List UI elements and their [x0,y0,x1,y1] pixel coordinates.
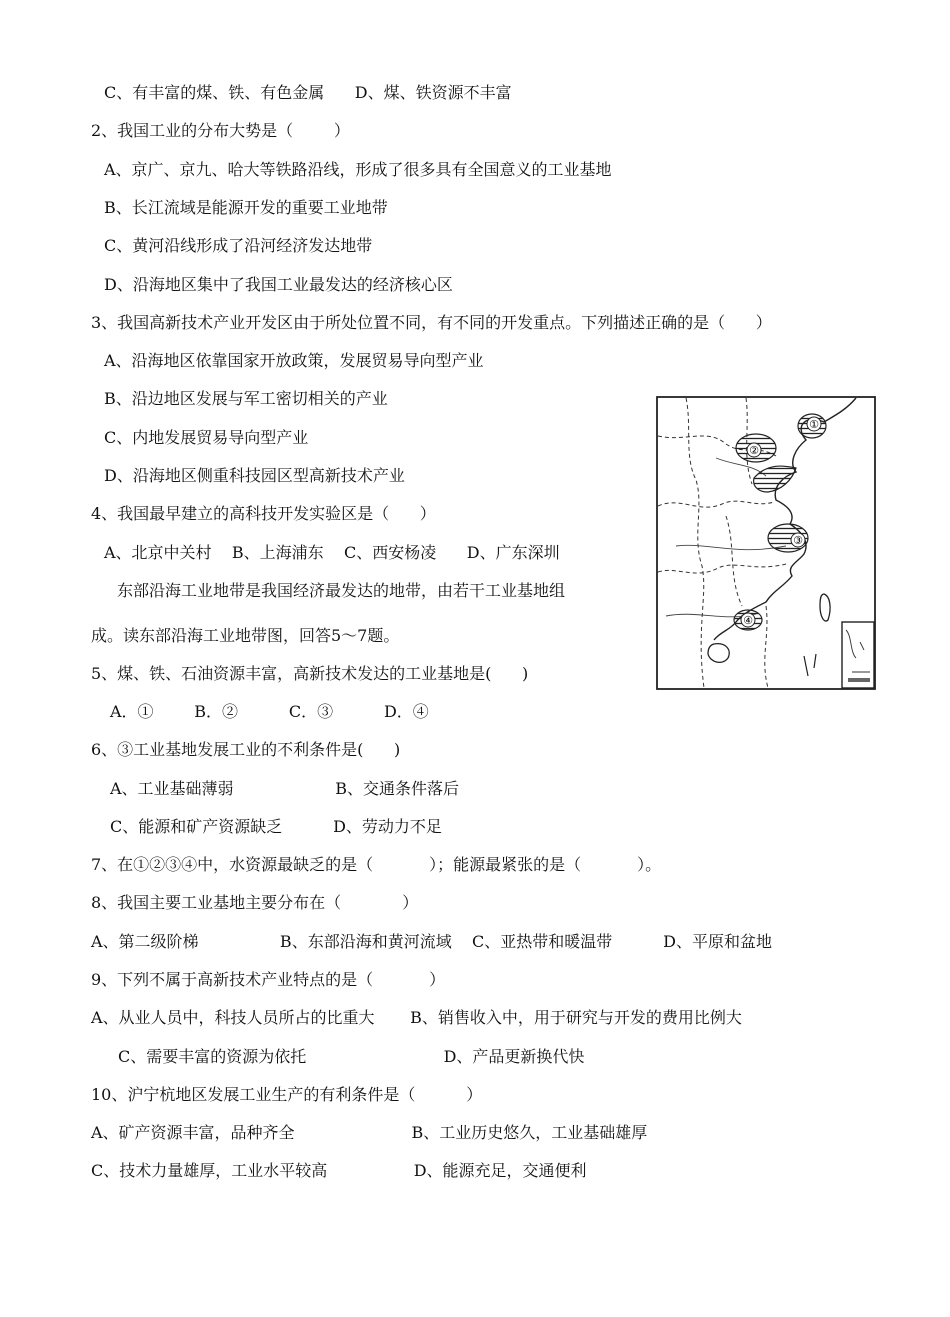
option-line: C、能源和矿产资源缺乏 D、劳动力不足 [110,817,442,836]
option-line: B、沿边地区发展与军工密切相关的产业 [104,389,388,408]
question-6: 6、③工业基地发展工业的不利条件是( ) [91,740,401,759]
question-7: 7、在①②③④中，水资源最缺乏的是（ ）；能源最紧张的是（ ）。 [91,855,662,874]
question-2: 2、我国工业的分布大势是（ ） [91,121,350,140]
option-line: C、内地发展贸易导向型产业 [104,428,309,447]
east-coast-industry-map [656,396,876,690]
map-label: ② [749,444,759,457]
option-line: B、长江流域是能源开发的重要工业地带 [104,198,388,217]
option-line: A、矿产资源丰富，品种齐全 B、工业历史悠久，工业基础雄厚 [91,1123,648,1142]
intro-text: 成。读东部沿海工业地带图，回答5～7题。 [91,626,400,645]
option-line: A、京广、京九、哈大等铁路沿线，形成了很多具有全国意义的工业基地 [104,160,612,179]
option-line: D、沿海地区集中了我国工业最发达的经济核心区 [104,275,453,294]
option-line: A、北京中关村 B、上海浦东 C、西安杨凌 D、广东深圳 [104,543,560,562]
map-label: ① [809,418,819,431]
option-line: C、需要丰富的资源为依托 D、产品更新换代快 [118,1047,585,1066]
question-3: 3、我国高新技术产业开发区由于所处位置不同，有不同的开发重点。下列描述正确的是（ ） [91,313,772,332]
question-8: 8、我国主要工业基地主要分布在（ ） [91,893,419,912]
option-line: D、沿海地区侧重科技园区型高新技术产业 [104,466,405,485]
question-4: 4、我国最早建立的高科技开发实验区是（ ） [91,504,436,523]
question-5: 5、煤、铁、石油资源丰富，高新技术发达的工业基地是( ) [91,664,529,683]
map-label: ④ [743,614,753,627]
option-line: A、工业基础薄弱 B、交通条件落后 [110,779,460,798]
option-line: C、技术力量雄厚，工业水平较高 D、能源充足，交通便利 [91,1161,587,1180]
question-10: 10、沪宁杭地区发展工业生产的有利条件是（ ） [91,1085,483,1104]
map-label: ③ [793,534,803,547]
option-line: A、沿海地区依靠国家开放政策，发展贸易导向型产业 [104,351,484,370]
question-9: 9、下列不属于高新技术产业特点的是（ ） [91,970,446,989]
option-line: A．① B．② C．③ D．④ [110,702,429,721]
text-line: C、有丰富的煤、铁、有色金属 D、煤、铁资源不丰富 [104,83,512,102]
option-line: A、从业人员中，科技人员所占的比重大 B、销售收入中，用于研究与开发的费用比例大 [91,1008,742,1027]
intro-text: 东部沿海工业地带是我国经济最发达的地带，由若干工业基地组 [117,581,566,600]
option-line: C、黄河沿线形成了沿河经济发达地带 [104,236,373,255]
option-line: A、第二级阶梯 B、东部沿海和黄河流域 C、亚热带和暖温带 D、平原和盆地 [91,932,772,951]
